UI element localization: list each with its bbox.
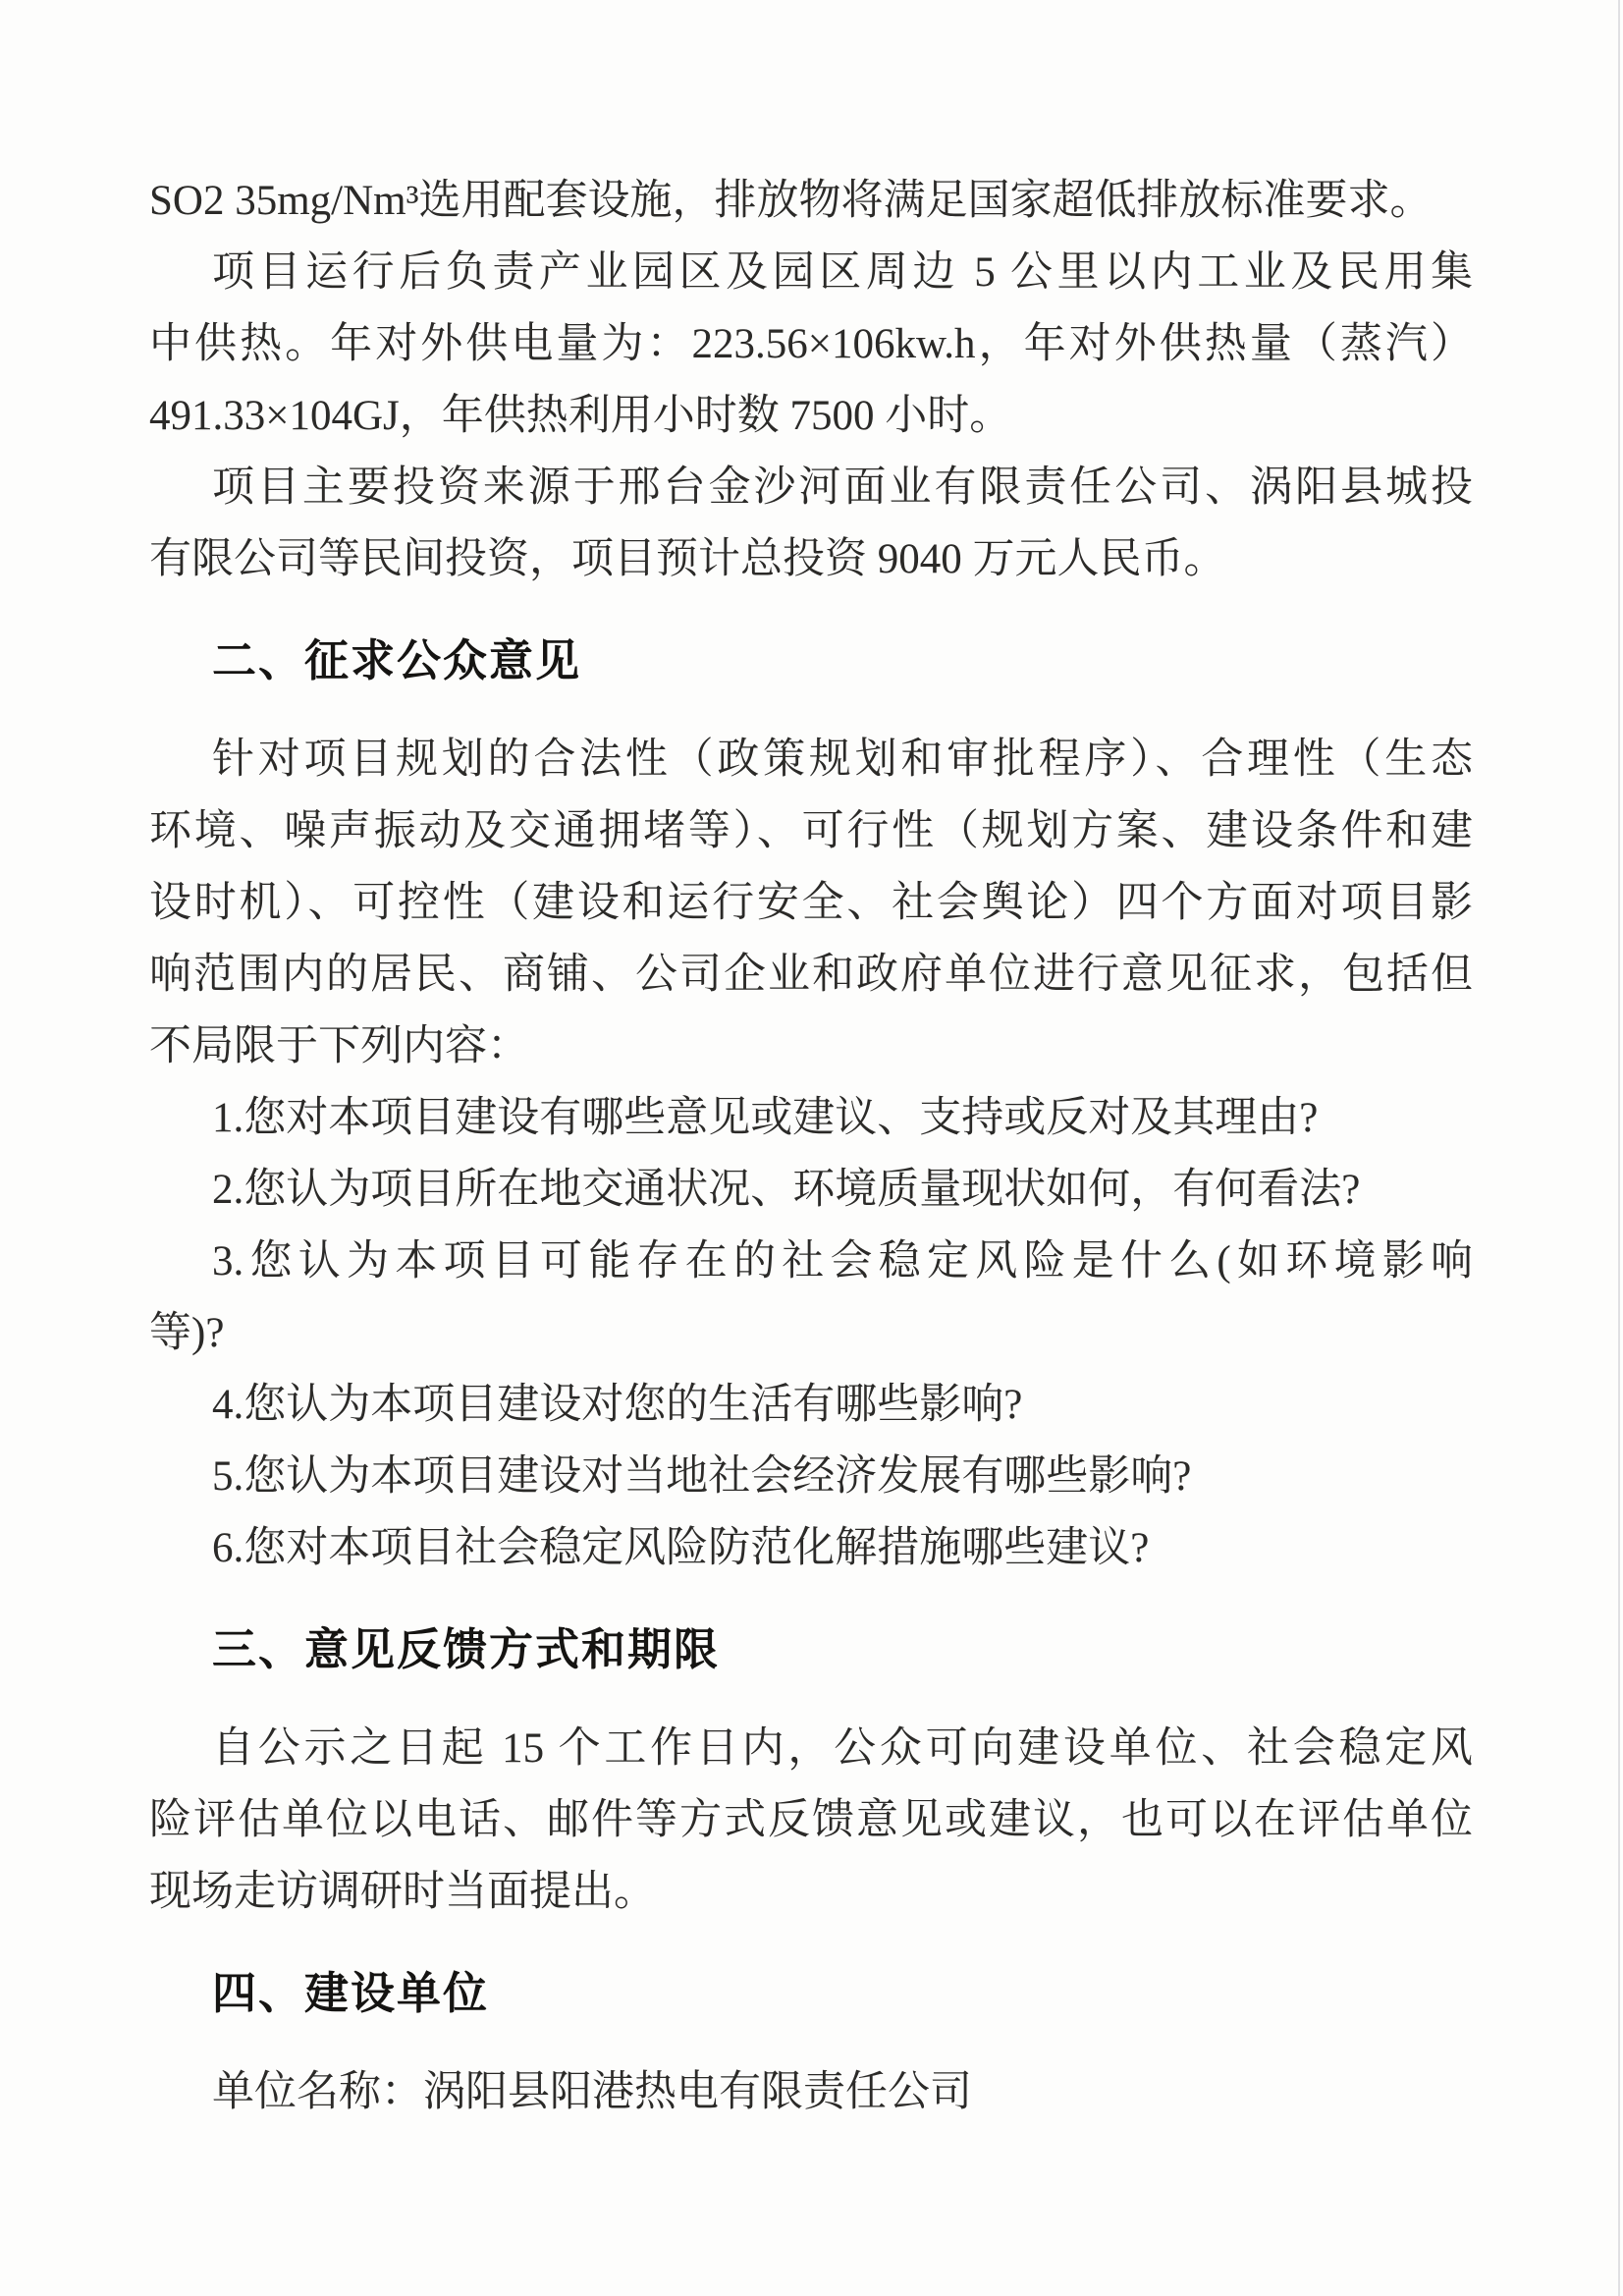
section-heading: 三、意见反馈方式和期限 bbox=[212, 1624, 721, 1674]
text-line: 项目运行后负责产业园区及园区周边 5 公里以内工业及民用集 bbox=[212, 249, 1473, 296]
list-item bbox=[149, 1082, 1473, 1154]
list-item bbox=[149, 1226, 1473, 1369]
section-heading: 四、建设单位 bbox=[212, 1968, 490, 2018]
text-line: 针对项目规划的合法性（政策规划和审批程序）、合理性（生态 bbox=[212, 737, 1473, 783]
text-line: 单位名称：涡阳县阳港热电有限责任公司 bbox=[212, 2069, 972, 2115]
list-item bbox=[149, 1441, 1473, 1512]
text-line: 中供热。年对外供电量为：223.56×106kw.h，年对外供热量（蒸汽） bbox=[149, 321, 1473, 367]
text-line: 491.33×104GJ，年供热利用小时数 7500 小时。 bbox=[149, 393, 1012, 439]
text-line: 4.您认为本项目建设对您的生活有哪些影响? bbox=[212, 1382, 1023, 1428]
text-line: 5.您认为本项目建设对当地社会经济发展有哪些影响? bbox=[212, 1453, 1192, 1500]
text-line: 响范围内的居民、商铺、公司企业和政府单位进行意见征求，包括但 bbox=[149, 952, 1473, 998]
text-line: 环境、噪声振动及交通拥堵等）、可行性（规划方案、建设条件和建 bbox=[149, 808, 1473, 854]
text-line: 自公示之日起 15 个工作日内，公众可向建设单位、社会稳定风 bbox=[212, 1725, 1473, 1772]
text-line: 2.您认为项目所在地交通状况、环境质量现状如何，有何看法? bbox=[212, 1167, 1361, 1213]
text-line: SO2 35mg/Nm³选用配套设施，排放物将满足国家超低排放标准要求。 bbox=[149, 178, 1433, 224]
text-line: 1.您对本项目建设有哪些意见或建议、支持或反对及其理由? bbox=[212, 1095, 1319, 1141]
text-line: 6.您对本项目社会稳定风险防范化解措施哪些建议? bbox=[212, 1525, 1150, 1571]
text-line: 3.您认为本项目可能存在的社会稳定风险是什么(如环境影响 bbox=[212, 1238, 1473, 1285]
paragraph bbox=[149, 724, 1473, 1082]
section-heading: 二、征求公众意见 bbox=[212, 635, 582, 685]
text-line: 险评估单位以电话、邮件等方式反馈意见或建议，也可以在评估单位 bbox=[149, 1797, 1473, 1843]
list-item bbox=[149, 1512, 1473, 1584]
list-item bbox=[149, 1369, 1473, 1441]
text-line: 设时机）、可控性（建设和运行安全、社会舆论）四个方面对项目影 bbox=[149, 880, 1473, 926]
list-item bbox=[149, 1154, 1473, 1226]
paragraph bbox=[149, 2056, 1473, 2128]
paragraph bbox=[149, 165, 1473, 237]
text-line: 等)? bbox=[149, 1310, 225, 1356]
text-line: 不局限于下列内容： bbox=[149, 1023, 529, 1069]
paragraph bbox=[149, 237, 1473, 452]
paragraph bbox=[149, 1713, 1473, 1928]
paragraph bbox=[149, 452, 1473, 595]
text-line: 现场走访调研时当面提出。 bbox=[149, 1869, 656, 1915]
scan-artifact-line bbox=[1618, 0, 1620, 2296]
document-content bbox=[149, 165, 1473, 2128]
text-line: 有限公司等民间投资，项目预计总投资 9040 万元人民币。 bbox=[149, 536, 1226, 582]
text-line: 项目主要投资来源于邢台金沙河面业有限责任公司、涡阳县城投 bbox=[212, 465, 1473, 511]
